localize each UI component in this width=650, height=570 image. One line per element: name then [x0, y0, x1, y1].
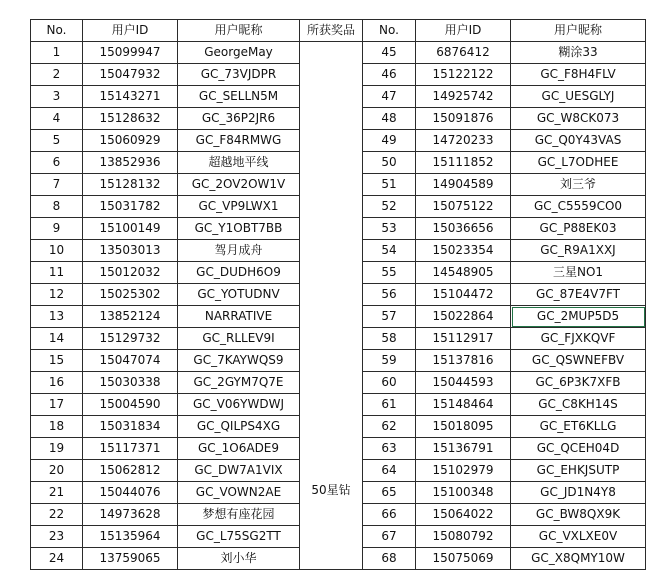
cell-nickname[interactable]: 超越地平线: [178, 152, 300, 174]
cell-no[interactable]: 4: [31, 108, 83, 130]
cell-nickname[interactable]: GC_VP9LWX1: [178, 196, 300, 218]
cell-no-2[interactable]: 65: [363, 482, 416, 504]
cell-nickname[interactable]: GC_L75SG2TT: [178, 526, 300, 548]
cell-no[interactable]: 1: [31, 42, 83, 64]
cell-user-id-2[interactable]: 15091876: [416, 108, 511, 130]
cell-user-id[interactable]: 15031782: [83, 196, 178, 218]
cell-nickname[interactable]: GC_YOTUDNV: [178, 284, 300, 306]
cell-no-2[interactable]: 67: [363, 526, 416, 548]
cell-no-2[interactable]: 50: [363, 152, 416, 174]
cell-no[interactable]: 14: [31, 328, 83, 350]
cell-nickname-2[interactable]: GC_BW8QX9K: [511, 504, 646, 526]
cell-nickname-2[interactable]: GC_6P3K7XFB: [511, 372, 646, 394]
cell-nickname-2[interactable]: GC_ET6KLLG: [511, 416, 646, 438]
cell-nickname[interactable]: GC_DW7A1VIX: [178, 460, 300, 482]
cell-user-id[interactable]: 13852936: [83, 152, 178, 174]
cell-user-id-2[interactable]: 15136791: [416, 438, 511, 460]
cell-user-id-2[interactable]: 15102979: [416, 460, 511, 482]
cell-user-id-2[interactable]: 15064022: [416, 504, 511, 526]
cell-user-id[interactable]: 15117371: [83, 438, 178, 460]
cell-nickname[interactable]: NARRATIVE: [178, 306, 300, 328]
cell-nickname-2[interactable]: GC_F8H4FLV: [511, 64, 646, 86]
cell-nickname-2[interactable]: GC_L7ODHEE: [511, 152, 646, 174]
cell-no-2[interactable]: 62: [363, 416, 416, 438]
cell-no[interactable]: 24: [31, 548, 83, 570]
header-user-id[interactable]: 用户ID: [83, 20, 178, 42]
cell-user-id[interactable]: 13503013: [83, 240, 178, 262]
winners-sheet: [30, 19, 646, 570]
cell-user-id[interactable]: 15030338: [83, 372, 178, 394]
cell-nickname-2[interactable]: 三星NO1: [511, 262, 646, 284]
cell-no[interactable]: 15: [31, 350, 83, 372]
cell-user-id[interactable]: 15044076: [83, 482, 178, 504]
cell-prize[interactable]: 50星钻: [300, 42, 363, 570]
cell-no-2[interactable]: 57: [363, 306, 416, 328]
cell-no-2[interactable]: 60: [363, 372, 416, 394]
cell-user-id[interactable]: 15047074: [83, 350, 178, 372]
cell-nickname-2[interactable]: GC_VXLXE0V: [511, 526, 646, 548]
cell-no[interactable]: 3: [31, 86, 83, 108]
cell-no[interactable]: 9: [31, 218, 83, 240]
cell-no[interactable]: 11: [31, 262, 83, 284]
header-nickname[interactable]: 用户昵称: [178, 20, 300, 42]
cell-user-id-2[interactable]: 14904589: [416, 174, 511, 196]
cell-no-2[interactable]: 46: [363, 64, 416, 86]
cell-no[interactable]: 5: [31, 130, 83, 152]
cell-nickname-2[interactable]: GC_2MUP5D5: [511, 306, 646, 328]
header-user-id-2[interactable]: 用户ID: [416, 20, 511, 42]
cell-user-id-2[interactable]: 15075122: [416, 196, 511, 218]
cell-no[interactable]: 18: [31, 416, 83, 438]
cell-user-id-2[interactable]: 15100348: [416, 482, 511, 504]
header-no-2[interactable]: No.: [363, 20, 416, 42]
cell-nickname-2[interactable]: GC_QCEH04D: [511, 438, 646, 460]
cell-no-2[interactable]: 64: [363, 460, 416, 482]
cell-nickname[interactable]: GeorgeMay: [178, 42, 300, 64]
cell-no[interactable]: 7: [31, 174, 83, 196]
cell-no[interactable]: 2: [31, 64, 83, 86]
cell-no-2[interactable]: 48: [363, 108, 416, 130]
cell-nickname-2[interactable]: GC_Q0Y43VAS: [511, 130, 646, 152]
cell-nickname-2[interactable]: GC_EHKJSUTP: [511, 460, 646, 482]
cell-user-id-2[interactable]: 15111852: [416, 152, 511, 174]
cell-nickname[interactable]: GC_2GYM7Q7E: [178, 372, 300, 394]
cell-user-id-2[interactable]: 15018095: [416, 416, 511, 438]
cell-user-id-2[interactable]: 14720233: [416, 130, 511, 152]
cell-nickname[interactable]: GC_1O6ADE9: [178, 438, 300, 460]
cell-no[interactable]: 13: [31, 306, 83, 328]
cell-no[interactable]: 8: [31, 196, 83, 218]
cell-nickname[interactable]: GC_DUDH6O9: [178, 262, 300, 284]
cell-nickname-2[interactable]: GC_W8CK073: [511, 108, 646, 130]
cell-user-id[interactable]: 14973628: [83, 504, 178, 526]
cell-no-2[interactable]: 54: [363, 240, 416, 262]
cell-no-2[interactable]: 68: [363, 548, 416, 570]
cell-user-id-2[interactable]: 15023354: [416, 240, 511, 262]
cell-nickname-2[interactable]: GC_FJXKQVF: [511, 328, 646, 350]
cell-user-id[interactable]: 15012032: [83, 262, 178, 284]
cell-user-id[interactable]: 15100149: [83, 218, 178, 240]
cell-nickname[interactable]: GC_F84RMWG: [178, 130, 300, 152]
cell-nickname[interactable]: 驾月成舟: [178, 240, 300, 262]
cell-nickname-2[interactable]: GC_R9A1XXJ: [511, 240, 646, 262]
cell-no[interactable]: 17: [31, 394, 83, 416]
cell-nickname[interactable]: GC_QILPS4XG: [178, 416, 300, 438]
cell-user-id-2[interactable]: 14548905: [416, 262, 511, 284]
cell-nickname[interactable]: GC_36P2JR6: [178, 108, 300, 130]
cell-no[interactable]: 22: [31, 504, 83, 526]
cell-nickname-2[interactable]: GC_X8QMY10W: [511, 548, 646, 570]
cell-no[interactable]: 20: [31, 460, 83, 482]
cell-user-id-2[interactable]: 15075069: [416, 548, 511, 570]
cell-no-2[interactable]: 59: [363, 350, 416, 372]
cell-user-id[interactable]: 15062812: [83, 460, 178, 482]
cell-nickname-2[interactable]: GC_P88EK03: [511, 218, 646, 240]
cell-no-2[interactable]: 63: [363, 438, 416, 460]
cell-no-2[interactable]: 45: [363, 42, 416, 64]
cell-nickname-2[interactable]: GC_UESGLYJ: [511, 86, 646, 108]
cell-user-id[interactable]: 15031834: [83, 416, 178, 438]
cell-user-id[interactable]: 15135964: [83, 526, 178, 548]
cell-nickname-2[interactable]: GC_C5559CO0: [511, 196, 646, 218]
cell-nickname-2[interactable]: 糊涂33: [511, 42, 646, 64]
header-nickname-2[interactable]: 用户昵称: [511, 20, 646, 42]
cell-user-id-2[interactable]: 6876412: [416, 42, 511, 64]
cell-nickname-2[interactable]: GC_87E4V7FT: [511, 284, 646, 306]
cell-no-2[interactable]: 49: [363, 130, 416, 152]
cell-nickname[interactable]: GC_RLLEV9I: [178, 328, 300, 350]
cell-nickname[interactable]: GC_SELLN5M: [178, 86, 300, 108]
cell-nickname[interactable]: GC_VOWN2AE: [178, 482, 300, 504]
cell-user-id-2[interactable]: 15022864: [416, 306, 511, 328]
cell-nickname[interactable]: 刘小华: [178, 548, 300, 570]
cell-nickname[interactable]: GC_Y1OBT7BB: [178, 218, 300, 240]
cell-no-2[interactable]: 61: [363, 394, 416, 416]
table-row: [31, 42, 646, 64]
cell-user-id[interactable]: 15025302: [83, 284, 178, 306]
cell-nickname[interactable]: GC_73VJDPR: [178, 64, 300, 86]
cell-no[interactable]: 10: [31, 240, 83, 262]
cell-user-id-2[interactable]: 15137816: [416, 350, 511, 372]
cell-user-id-2[interactable]: 15036656: [416, 218, 511, 240]
cell-user-id[interactable]: 15128632: [83, 108, 178, 130]
cell-user-id-2[interactable]: 15104472: [416, 284, 511, 306]
cell-user-id[interactable]: 15060929: [83, 130, 178, 152]
header-row: [31, 20, 646, 42]
cell-no[interactable]: 19: [31, 438, 83, 460]
cell-no-2[interactable]: 52: [363, 196, 416, 218]
cell-user-id[interactable]: 15004590: [83, 394, 178, 416]
cell-no-2[interactable]: 47: [363, 86, 416, 108]
cell-nickname[interactable]: GC_2OV2OW1V: [178, 174, 300, 196]
cell-user-id[interactable]: 15143271: [83, 86, 178, 108]
header-prize[interactable]: 所获奖品: [300, 20, 363, 42]
cell-user-id[interactable]: 15128132: [83, 174, 178, 196]
cell-no[interactable]: 21: [31, 482, 83, 504]
cell-no-2[interactable]: 58: [363, 328, 416, 350]
cell-no[interactable]: 12: [31, 284, 83, 306]
cell-user-id-2[interactable]: 15148464: [416, 394, 511, 416]
cell-user-id-2[interactable]: 15044593: [416, 372, 511, 394]
cell-nickname[interactable]: GC_7KAYWQS9: [178, 350, 300, 372]
cell-no[interactable]: 23: [31, 526, 83, 548]
cell-nickname-2[interactable]: GC_JD1N4Y8: [511, 482, 646, 504]
cell-no[interactable]: 6: [31, 152, 83, 174]
cell-user-id-2[interactable]: 15080792: [416, 526, 511, 548]
header-no[interactable]: No.: [31, 20, 83, 42]
cell-user-id[interactable]: 13852124: [83, 306, 178, 328]
winners-table: [30, 19, 646, 570]
cell-nickname[interactable]: GC_V06YWDWJ: [178, 394, 300, 416]
cell-no-2[interactable]: 53: [363, 218, 416, 240]
cell-user-id[interactable]: 15099947: [83, 42, 178, 64]
cell-no-2[interactable]: 55: [363, 262, 416, 284]
cell-no-2[interactable]: 56: [363, 284, 416, 306]
cell-user-id[interactable]: 15129732: [83, 328, 178, 350]
cell-nickname-2[interactable]: GC_C8KH14S: [511, 394, 646, 416]
cell-nickname[interactable]: 梦想有座花园: [178, 504, 300, 526]
cell-user-id-2[interactable]: 15112917: [416, 328, 511, 350]
cell-user-id[interactable]: 13759065: [83, 548, 178, 570]
cell-user-id-2[interactable]: 15122122: [416, 64, 511, 86]
cell-user-id[interactable]: 15047932: [83, 64, 178, 86]
cell-user-id-2[interactable]: 14925742: [416, 86, 511, 108]
cell-nickname-2[interactable]: GC_QSWNEFBV: [511, 350, 646, 372]
cell-no[interactable]: 16: [31, 372, 83, 394]
cell-no-2[interactable]: 51: [363, 174, 416, 196]
cell-nickname-2[interactable]: 刘三爷: [511, 174, 646, 196]
cell-no-2[interactable]: 66: [363, 504, 416, 526]
